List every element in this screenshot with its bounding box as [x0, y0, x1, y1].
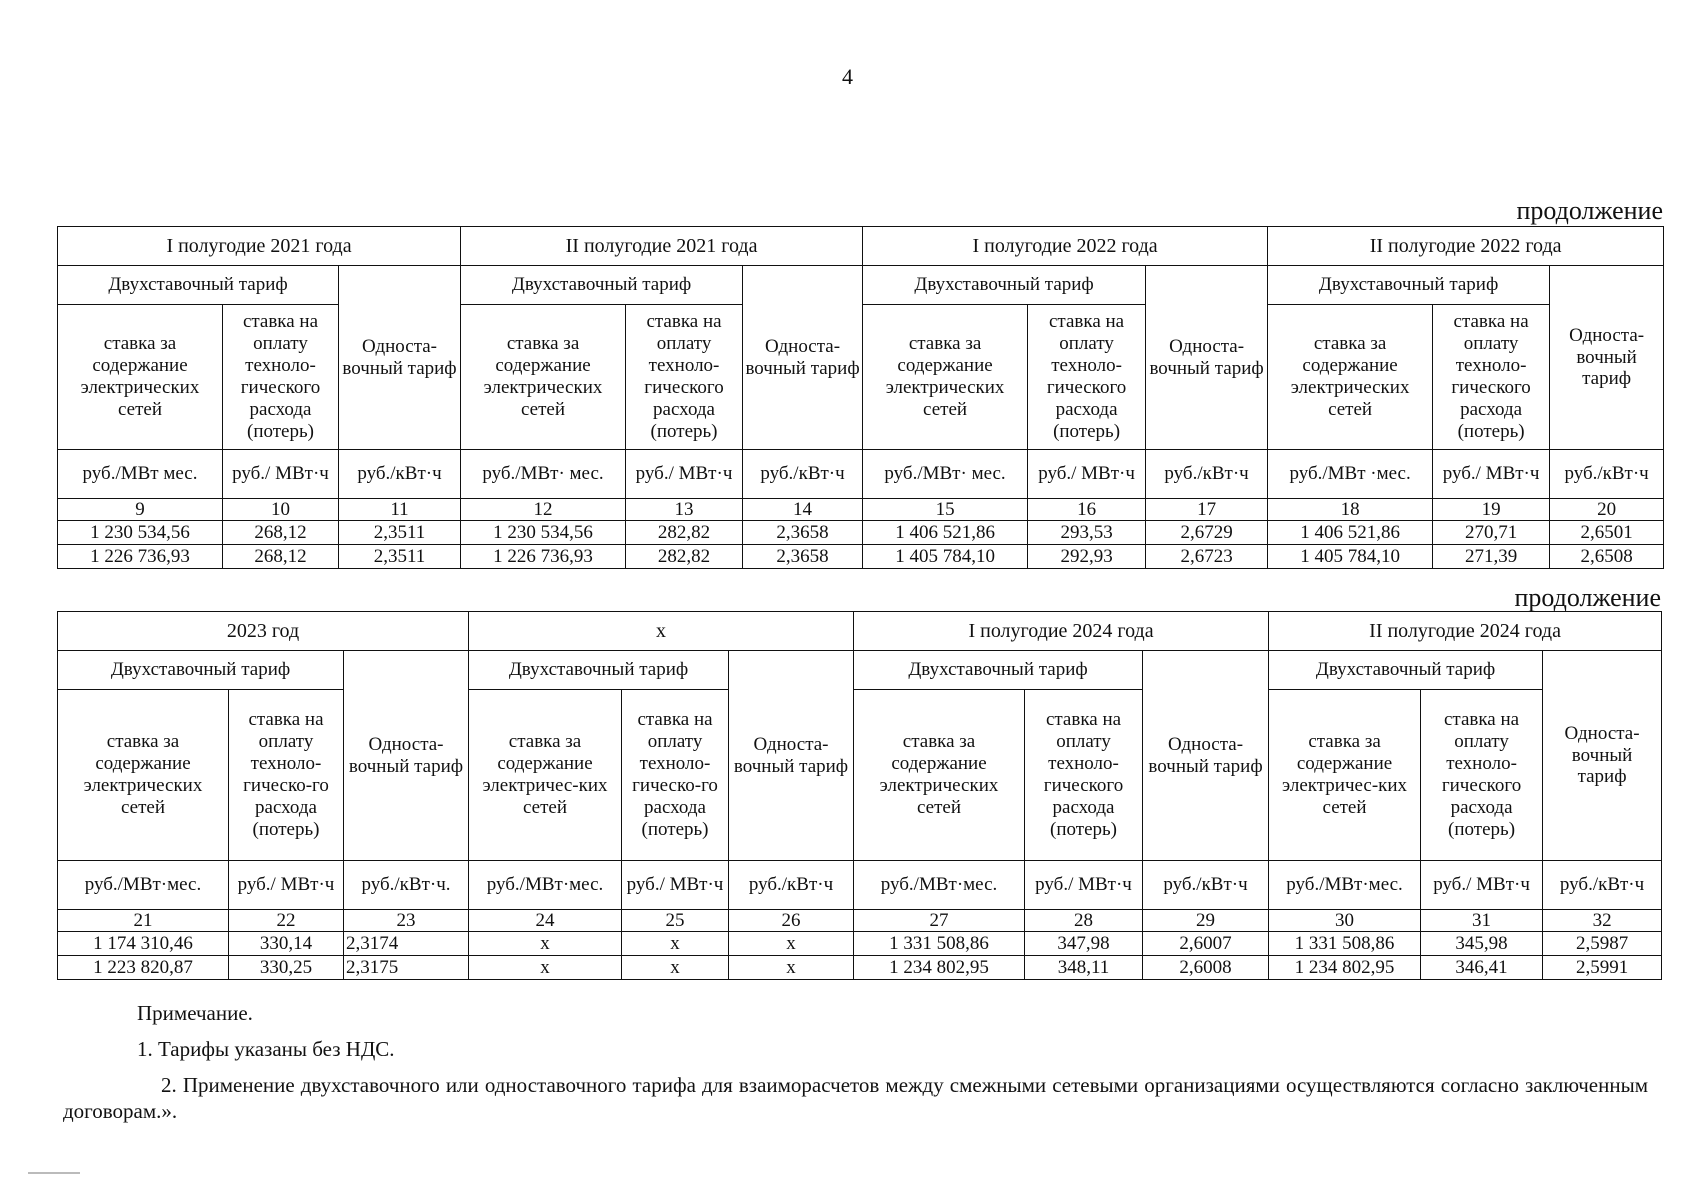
unit-cell: руб./кВт·ч [743, 450, 863, 499]
table-cell: 271,39 [1433, 545, 1550, 569]
two-rate-header: Двухставочный тариф [461, 266, 743, 305]
table-cell: 1 331 508,86 [1269, 932, 1421, 956]
column-number: 20 [1550, 499, 1664, 521]
table-cell: 268,12 [223, 521, 339, 545]
unit-cell: руб./МВт·мес. [58, 861, 229, 910]
column-number: 16 [1028, 499, 1146, 521]
loss-rate-header: ставка на оплату техноло-гического расхода (потерь) [626, 305, 743, 450]
table-cell: 348,11 [1025, 956, 1143, 980]
table-cell: 1 223 820,87 [58, 956, 229, 980]
two-rate-header: Двухставочный тариф [1269, 651, 1543, 690]
table-row [58, 932, 1662, 956]
column-number: 22 [229, 910, 344, 932]
period-header: II полугодие 2024 года [1269, 612, 1662, 651]
column-number: 13 [626, 499, 743, 521]
unit-cell: руб./ МВт·ч [1433, 450, 1550, 499]
unit-cell: руб./ МВт·ч [622, 861, 729, 910]
one-rate-header: Односта-вочный тариф [339, 266, 461, 450]
column-number: 32 [1543, 910, 1662, 932]
table-cell: 2,6729 [1146, 521, 1268, 545]
table-cell: 270,71 [1433, 521, 1550, 545]
unit-cell: руб./кВт·ч [1550, 450, 1664, 499]
one-rate-header: Односта-вочный тариф [1550, 266, 1664, 450]
continuation-label: продолжение [1516, 196, 1663, 225]
period-header: II полугодие 2021 года [461, 227, 863, 266]
one-rate-header: Односта-вочный тариф [1543, 651, 1662, 861]
unit-cell: руб./кВт·ч [1146, 450, 1268, 499]
one-rate-header: Односта-вочный тариф [743, 266, 863, 450]
tariff-table-2023-2024 [57, 611, 1662, 980]
grid-rate-header: ставка за содержание электрических сетей [1268, 305, 1433, 450]
column-number: 18 [1268, 499, 1433, 521]
grid-rate-header: ставка за содержание электрических сетей [863, 305, 1028, 450]
unit-cell: руб./МВт·мес. [1269, 861, 1421, 910]
table-cell: х [729, 956, 854, 980]
table-row [58, 956, 1662, 980]
loss-rate-header: ставка на оплату техноло-гического расхода (потерь) [1025, 690, 1143, 861]
table-cell: 1 226 736,93 [461, 545, 626, 569]
page-number: 4 [842, 64, 853, 89]
unit-cell: руб./МВт ·мес. [1268, 450, 1433, 499]
unit-cell: руб./ МВт·ч [626, 450, 743, 499]
note-item: 1. Тарифы указаны без НДС. [137, 1037, 395, 1061]
table-cell: 1 230 534,56 [461, 521, 626, 545]
column-number: 19 [1433, 499, 1550, 521]
table-cell: 1 406 521,86 [1268, 521, 1433, 545]
unit-cell: руб./ МВт·ч [229, 861, 344, 910]
unit-cell: руб./ МВт·ч [1421, 861, 1543, 910]
table-cell: 1 406 521,86 [863, 521, 1028, 545]
table-cell: 1 230 534,56 [58, 521, 223, 545]
column-number: 25 [622, 910, 729, 932]
column-number: 23 [344, 910, 469, 932]
loss-rate-header: ставка на оплату техноло-гического расхода (потерь) [223, 305, 339, 450]
grid-rate-header: ставка за содержание электрических сетей [854, 690, 1025, 861]
unit-cell: руб./ МВт·ч [223, 450, 339, 499]
grid-rate-header: ставка за содержание электрических сетей [461, 305, 626, 450]
table-cell: х [622, 932, 729, 956]
table-cell: 282,82 [626, 521, 743, 545]
table-cell: 1 226 736,93 [58, 545, 223, 569]
note-item: 2. Применение двухставочного или одноставочного тарифа для взаиморасчетов между смежными сетевыми организациями осуществляются согласно заключенным договорам.». [63, 1073, 1648, 1124]
unit-cell: руб./кВт·ч. [344, 861, 469, 910]
one-rate-header: Односта-вочный тариф [729, 651, 854, 861]
two-rate-header: Двухставочный тариф [58, 651, 344, 690]
one-rate-header: Односта-вочный тариф [344, 651, 469, 861]
note-title: Примечание. [137, 1001, 253, 1025]
table-cell: 347,98 [1025, 932, 1143, 956]
table-cell: 282,82 [626, 545, 743, 569]
table-cell: 268,12 [223, 545, 339, 569]
two-rate-header: Двухставочный тариф [469, 651, 729, 690]
table-cell: 2,3175 [344, 956, 469, 980]
unit-cell: руб./кВт·ч [339, 450, 461, 499]
table-cell: 2,6723 [1146, 545, 1268, 569]
unit-cell: руб./МВт·мес. [854, 861, 1025, 910]
unit-cell: руб./кВт·ч [1143, 861, 1269, 910]
unit-cell: руб./МВт мес. [58, 450, 223, 499]
column-number: 12 [461, 499, 626, 521]
table-cell: 1 405 784,10 [863, 545, 1028, 569]
column-number: 11 [339, 499, 461, 521]
table-cell: 2,6508 [1550, 545, 1664, 569]
table-cell: х [469, 932, 622, 956]
loss-rate-header: ставка на оплату техноло-гического расхода (потерь) [1433, 305, 1550, 450]
grid-rate-header: ставка за содержание электричес-ких сетей [469, 690, 622, 861]
table-cell: х [729, 932, 854, 956]
period-header: х [469, 612, 854, 651]
column-number: 28 [1025, 910, 1143, 932]
one-rate-header: Односта-вочный тариф [1146, 266, 1268, 450]
unit-cell: руб./ МВт·ч [1025, 861, 1143, 910]
unit-cell: руб./МВт·мес. [469, 861, 622, 910]
grid-rate-header: ставка за содержание электрических сетей [58, 690, 229, 861]
table-cell: 292,93 [1028, 545, 1146, 569]
table-cell: 1 174 310,46 [58, 932, 229, 956]
table-cell: 2,3174 [344, 932, 469, 956]
unit-cell: руб./МВт· мес. [461, 450, 626, 499]
one-rate-header: Односта-вочный тариф [1143, 651, 1269, 861]
table-cell: 2,3658 [743, 521, 863, 545]
table-cell: 1 234 802,95 [854, 956, 1025, 980]
loss-rate-header: ставка на оплату техноло-гическо-го расхода (потерь) [229, 690, 344, 861]
table-cell: 2,3658 [743, 545, 863, 569]
grid-rate-header: ставка за содержание электричес-ких сетей [1269, 690, 1421, 861]
column-number: 30 [1269, 910, 1421, 932]
tariff-table-2021-2022 [57, 226, 1664, 569]
table-row [58, 521, 1664, 545]
scan-artifact [28, 1172, 80, 1174]
table-cell: 1 405 784,10 [1268, 545, 1433, 569]
column-number: 21 [58, 910, 229, 932]
table-row [58, 545, 1664, 569]
table-cell: 330,14 [229, 932, 344, 956]
table-cell: 2,3511 [339, 521, 461, 545]
table-cell: 2,6501 [1550, 521, 1664, 545]
column-number: 24 [469, 910, 622, 932]
table-cell: 2,5991 [1543, 956, 1662, 980]
loss-rate-header: ставка на оплату техноло-гическо-го расхода (потерь) [622, 690, 729, 861]
period-header: I полугодие 2022 года [863, 227, 1268, 266]
table-cell: 293,53 [1028, 521, 1146, 545]
loss-rate-header: ставка на оплату техноло-гического расхода (потерь) [1028, 305, 1146, 450]
column-number: 26 [729, 910, 854, 932]
table-cell: 2,6007 [1143, 932, 1269, 956]
unit-cell: руб./кВт·ч [729, 861, 854, 910]
two-rate-header: Двухставочный тариф [1268, 266, 1550, 305]
table-cell: 345,98 [1421, 932, 1543, 956]
period-header: I полугодие 2021 года [58, 227, 461, 266]
unit-cell: руб./ МВт·ч [1028, 450, 1146, 499]
unit-cell: руб./кВт·ч [1543, 861, 1662, 910]
two-rate-header: Двухставочный тариф [58, 266, 339, 305]
table-cell: 2,6008 [1143, 956, 1269, 980]
period-header: II полугодие 2022 года [1268, 227, 1664, 266]
table-cell: 330,25 [229, 956, 344, 980]
table-cell: 1 234 802,95 [1269, 956, 1421, 980]
table-cell: 2,5987 [1543, 932, 1662, 956]
column-number: 29 [1143, 910, 1269, 932]
continuation-label: продолжение [1514, 583, 1661, 612]
two-rate-header: Двухставочный тариф [863, 266, 1146, 305]
column-number: 27 [854, 910, 1025, 932]
table-cell: х [622, 956, 729, 980]
column-number: 9 [58, 499, 223, 521]
loss-rate-header: ставка на оплату техноло-гического расхода (потерь) [1421, 690, 1543, 861]
column-number: 15 [863, 499, 1028, 521]
column-number: 17 [1146, 499, 1268, 521]
period-header: I полугодие 2024 года [854, 612, 1269, 651]
table-cell: 2,3511 [339, 545, 461, 569]
unit-cell: руб./МВт· мес. [863, 450, 1028, 499]
table-cell: 346,41 [1421, 956, 1543, 980]
two-rate-header: Двухставочный тариф [854, 651, 1143, 690]
table-cell: х [469, 956, 622, 980]
grid-rate-header: ставка за содержание электрических сетей [58, 305, 223, 450]
column-number: 10 [223, 499, 339, 521]
column-number: 31 [1421, 910, 1543, 932]
period-header: 2023 год [58, 612, 469, 651]
table-cell: 1 331 508,86 [854, 932, 1025, 956]
column-number: 14 [743, 499, 863, 521]
